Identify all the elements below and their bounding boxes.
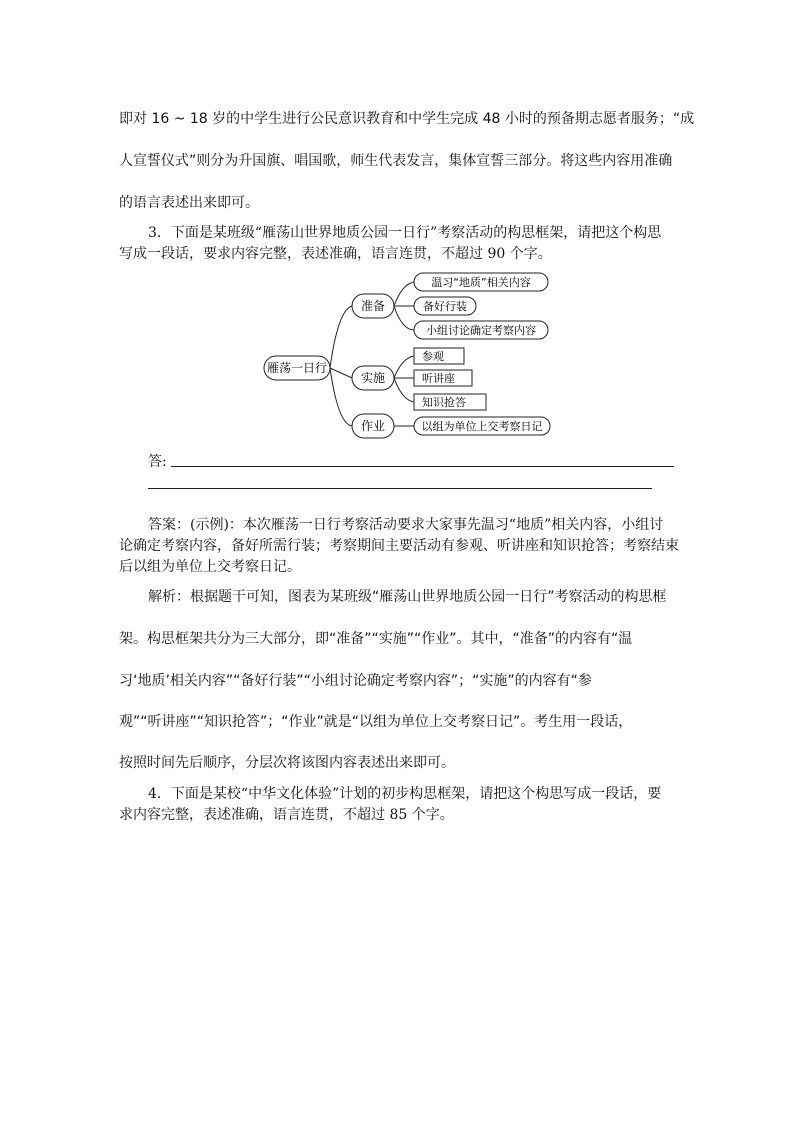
analysis-line-5: 按照时间先后顺序，分层次将该图内容表述出来即可。 (119, 755, 455, 771)
analysis-line-4: 观”“听讲座”“知识抢答”；“作业”就是“以组为单位上交考察日记”。考生用一段话， (119, 714, 633, 730)
question-3-line-1: 3．下面是某班级“雁荡山世界地质公园一日行”考察活动的构思框架，请把这个构思 (148, 225, 662, 241)
answer-prompt-label: 答: (148, 454, 167, 470)
question-4-line-1: 4．下面是某校“中华文化体验”计划的初步构思框架，请把这个构思写成一段话，要 (148, 786, 662, 802)
branch-impl-label: 实施 (360, 371, 386, 385)
prep-item-label: 备好行装 (423, 300, 467, 313)
branch-work-label: 作业 (360, 419, 386, 433)
prep-item-label: 温习“地质”相关内容 (431, 276, 531, 289)
answer-blank-line (171, 466, 674, 467)
question-3-line-2: 写成一段话，要求内容完整，表述准确，语言连贯，不超过 90 个字。 (119, 246, 552, 262)
impl-item-label: 知识抢答 (422, 396, 466, 409)
intro-line-1: 即对 16 ~ 18 岁的中学生进行公民意识教育和中学生完成 48 小时的预备期志愿者服务；“成 (119, 111, 695, 127)
impl-item-label: 听讲座 (422, 372, 455, 385)
root-node-label: 雁荡一日行 (266, 361, 328, 375)
branch-prep-label: 准备 (360, 299, 386, 313)
intro-line-2: 人宣誓仪式”则分为升国旗、唱国歌，师生代表发言，集体宣誓三部分。将这些内容用准确 (119, 153, 673, 169)
concept-diagram (250, 268, 560, 442)
analysis-line-2: 架。构思框架共分为三大部分，即“准备”“实施”“作业”。其中，“准备”的内容有“温 (119, 631, 633, 647)
analysis-line-1: 解析：根据题干可知，图表为某班级“雁荡山世界地质公园一日行”考察活动的构思框 (148, 589, 667, 605)
analysis-line-3: 习‘地质’相关内容”“备好行装”“小组讨论确定考察内容”；“实施”的内容有“参 (119, 673, 592, 689)
prep-item-label: 小组讨论确定考察内容 (426, 324, 536, 337)
answer-line-2: 论确定考察内容，备好所需行装；考察期间主要活动有参观、听讲座和知识抢答；考察结束 (119, 538, 679, 554)
answer-blank-line (148, 488, 652, 489)
answer-line-1: 答案：(示例)：本次雁荡一日行考察活动要求大家事先温习“地质”相关内容，小组讨 (148, 517, 664, 533)
work-item-label: 以组为单位上交考察日记 (421, 420, 543, 433)
impl-item-label: 参观 (422, 350, 444, 363)
intro-line-3: 的语言表述出来即可。 (119, 195, 259, 211)
answer-line-3: 后以组为单位上交考察日记。 (119, 559, 301, 575)
question-4-line-2: 求内容完整，表述准确，语言连贯，不超过 85 个字。 (119, 807, 454, 823)
